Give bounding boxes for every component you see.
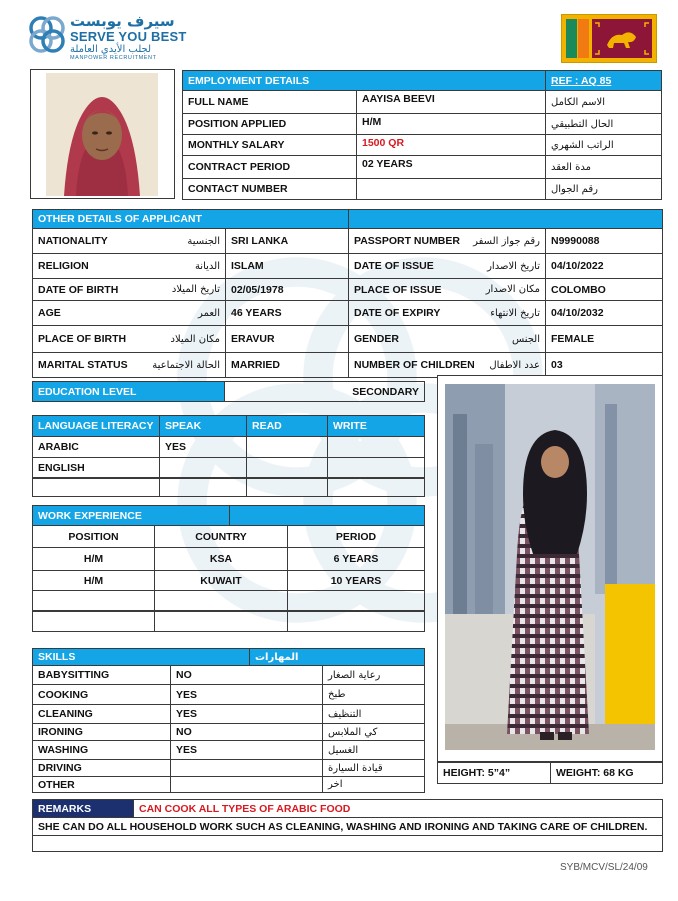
applicant-field-value-text: 04/10/2022 bbox=[551, 260, 604, 272]
document-reference-code: SYB/MCV/SL/24/09 bbox=[560, 862, 648, 873]
remarks-blank-line bbox=[32, 835, 663, 852]
skill-label-text: OTHER bbox=[38, 778, 75, 791]
skill-label bbox=[32, 740, 171, 760]
work-cell-text: KUWAIT bbox=[200, 574, 242, 587]
passport-photo bbox=[46, 73, 158, 196]
applicant-field-value bbox=[545, 278, 663, 301]
applicant-field-label bbox=[32, 300, 226, 326]
field-label-arabic: العمر bbox=[198, 307, 220, 319]
language-table-cell bbox=[159, 436, 247, 458]
applicant-field-label bbox=[348, 228, 546, 254]
skill-value-text: NO bbox=[176, 726, 192, 738]
employment-label-arabic-text: الاسم الكامل bbox=[551, 96, 606, 108]
skill-label-text: BABYSITTING bbox=[38, 669, 110, 681]
language-table-header bbox=[159, 415, 247, 437]
applicant-field-value-text: 02/05/1978 bbox=[231, 283, 284, 296]
applicant-field-value bbox=[225, 352, 349, 378]
skill-label-arabic-text: التنظيف bbox=[328, 708, 362, 720]
employment-details-header: EMPLOYMENT DETAILS bbox=[182, 70, 546, 91]
language-table-cell bbox=[32, 457, 160, 479]
employment-label-text: MONTHLY SALARY bbox=[188, 139, 285, 151]
employment-value bbox=[356, 113, 546, 135]
language-table-cell bbox=[327, 436, 425, 458]
language-table-cell bbox=[246, 436, 328, 458]
language-table-cell-text: ENGLISH bbox=[38, 462, 85, 474]
employment-label bbox=[182, 178, 357, 200]
applicant-field-value-text: FEMALE bbox=[551, 333, 595, 345]
skill-value bbox=[170, 776, 323, 793]
applicant-field-value bbox=[545, 228, 663, 254]
skills-header-arabic: المهارات bbox=[249, 648, 425, 666]
field-label-text: DATE OF BIRTH bbox=[38, 283, 119, 296]
work-cell bbox=[287, 570, 425, 591]
skill-label-arabic bbox=[322, 684, 425, 705]
skill-value-text: NO bbox=[176, 669, 192, 681]
remarks-text: SHE CAN DO ALL HOUSEHOLD WORK SUCH AS CLEANING, WASHING AND IRONING AND TAKING CARE OF CHILDREN. bbox=[32, 817, 663, 836]
employment-label-text: POSITION APPLIED bbox=[188, 118, 287, 130]
employment-value bbox=[356, 134, 546, 156]
employment-value bbox=[356, 178, 546, 200]
field-label-text: NUMBER OF CHILDREN bbox=[354, 359, 475, 371]
field-label-text: PASSPORT NUMBER bbox=[354, 235, 460, 247]
applicant-field-label bbox=[32, 352, 226, 378]
full-body-photo bbox=[445, 384, 655, 750]
applicant-field-label bbox=[348, 253, 546, 279]
language-table-header bbox=[246, 415, 328, 437]
work-cell bbox=[154, 547, 288, 571]
field-label-arabic: رقم جواز السفر bbox=[473, 235, 540, 247]
skill-value bbox=[170, 704, 323, 724]
field-label-arabic: عدد الاطفال bbox=[489, 359, 540, 371]
skill-label bbox=[32, 776, 171, 793]
applicant-field-value-text: 04/10/2032 bbox=[551, 307, 604, 319]
applicant-field-value-text: N9990088 bbox=[551, 235, 600, 247]
language-table-cell bbox=[32, 477, 160, 497]
employment-label-arabic-text: الحال التطبيقي bbox=[551, 118, 614, 130]
logo-tagline: MANPOWER RECRUITMENT bbox=[70, 55, 157, 61]
reference-label: REF : AQ 85 bbox=[545, 70, 662, 91]
employment-label bbox=[182, 113, 357, 135]
applicant-field-value-text: 03 bbox=[551, 359, 563, 371]
language-table-cell bbox=[327, 457, 425, 479]
employment-label-arabic-text: الراتب الشهري bbox=[551, 139, 614, 151]
field-label-text: DATE OF EXPIRY bbox=[354, 307, 441, 319]
skill-label-arabic-text: قيادة السيارة bbox=[328, 762, 383, 774]
work-cell bbox=[32, 570, 155, 591]
flag-icon bbox=[562, 15, 656, 62]
work-cell-text: KSA bbox=[209, 553, 233, 565]
work-column-header-text: COUNTRY bbox=[195, 530, 247, 543]
applicant-field-value bbox=[545, 253, 663, 279]
employment-label-arabic bbox=[545, 134, 662, 156]
weight-value: WEIGHT: 68 KG bbox=[550, 762, 663, 784]
field-label-arabic: الجنسية bbox=[187, 235, 220, 247]
field-label-arabic: مكان الميلاد bbox=[170, 333, 220, 345]
field-label-text: RELIGION bbox=[38, 260, 89, 272]
language-table-cell bbox=[159, 457, 247, 479]
applicant-field-label bbox=[348, 278, 546, 301]
skill-label-text: COOKING bbox=[38, 688, 89, 701]
language-table-cell bbox=[159, 477, 247, 497]
applicant-field-label bbox=[32, 253, 226, 279]
passport-photo-frame bbox=[30, 69, 175, 199]
work-cell bbox=[287, 547, 425, 571]
applicant-field-value bbox=[225, 300, 349, 326]
field-label-arabic: الجنس bbox=[511, 333, 540, 345]
employment-label bbox=[182, 134, 357, 156]
skill-label-arabic-text: الغسيل bbox=[328, 744, 359, 756]
work-column-header bbox=[287, 525, 425, 548]
skill-label-arabic bbox=[322, 723, 425, 741]
other-details-header: OTHER DETAILS OF APPLICANT bbox=[32, 209, 349, 229]
employment-value-text: H/M bbox=[362, 116, 382, 128]
field-label-arabic: تاريخ الانتهاء bbox=[490, 307, 540, 319]
language-table-cell bbox=[246, 457, 328, 479]
field-label-arabic: الديانة bbox=[194, 260, 220, 272]
skill-label bbox=[32, 704, 171, 724]
skill-value bbox=[170, 740, 323, 760]
education-level-value: SECONDARY bbox=[224, 381, 425, 402]
applicant-field-value bbox=[225, 325, 349, 353]
remarks-label: REMARKS bbox=[32, 799, 134, 818]
full-body-photo-frame bbox=[437, 375, 663, 762]
language-table-cell bbox=[246, 477, 328, 497]
skill-label-arabic bbox=[322, 665, 425, 685]
applicant-field-value bbox=[545, 300, 663, 326]
applicant-field-value-text: SRI LANKA bbox=[231, 235, 289, 247]
field-label-arabic: مكان الاصدار bbox=[485, 284, 540, 295]
skill-label bbox=[32, 723, 171, 741]
work-experience-header-blank bbox=[229, 505, 425, 526]
work-cell bbox=[287, 611, 425, 632]
company-logo-icon bbox=[26, 13, 68, 57]
skill-label-text: IRONING bbox=[38, 726, 83, 738]
employment-value-text: 02 YEARS bbox=[362, 158, 413, 170]
skill-label-arabic-text: طبخ bbox=[328, 689, 346, 700]
field-label-arabic: تاريخ الاصدار bbox=[487, 260, 540, 272]
work-cell bbox=[154, 570, 288, 591]
employment-value-text: 1500 QR bbox=[362, 137, 405, 149]
work-column-header-text: PERIOD bbox=[335, 530, 377, 543]
logo-arabic-tagline: لجلب الأيدي العاملة bbox=[70, 44, 152, 55]
logo-english-name: SERVE YOU BEST bbox=[70, 29, 187, 44]
skill-value bbox=[170, 759, 323, 777]
company-logo-text bbox=[70, 12, 186, 61]
work-cell-text: H/M bbox=[83, 574, 104, 587]
language-table-header-text: LANGUAGE LITERACY bbox=[38, 420, 154, 432]
language-table-cell-text: YES bbox=[165, 441, 187, 453]
skill-label bbox=[32, 665, 171, 685]
skill-label-text: CLEANING bbox=[38, 708, 93, 720]
applicant-field-value-text: 46 YEARS bbox=[231, 307, 282, 319]
applicant-field-value bbox=[545, 325, 663, 353]
applicant-field-label bbox=[348, 300, 546, 326]
skill-value-text: YES bbox=[176, 708, 198, 720]
applicant-field-value-text: ISLAM bbox=[231, 260, 264, 272]
employment-value bbox=[356, 155, 546, 179]
skill-label-text: WASHING bbox=[38, 744, 89, 756]
employment-label-arabic bbox=[545, 178, 662, 200]
work-cell bbox=[154, 590, 288, 611]
work-column-header bbox=[32, 525, 155, 548]
skill-label-arabic bbox=[322, 740, 425, 760]
field-label-arabic: الحالة الاجتماعية bbox=[152, 359, 220, 371]
language-table-header-text: WRITE bbox=[333, 420, 367, 432]
skill-label-arabic bbox=[322, 759, 425, 777]
skill-value bbox=[170, 684, 323, 705]
employment-label-arabic-text: رقم الجوال bbox=[551, 183, 598, 195]
employment-value bbox=[356, 90, 546, 114]
employment-label bbox=[182, 155, 357, 179]
skill-label-arabic bbox=[322, 704, 425, 724]
language-table-cell bbox=[32, 436, 160, 458]
field-label-text: PLACE OF ISSUE bbox=[354, 283, 442, 296]
applicant-field-label bbox=[32, 278, 226, 301]
employment-label bbox=[182, 90, 357, 114]
language-table-header-text: READ bbox=[252, 420, 282, 432]
employment-label-text: CONTACT NUMBER bbox=[188, 183, 288, 195]
language-table-header bbox=[327, 415, 425, 437]
employment-value-text: AAYISA BEEVI bbox=[362, 93, 435, 105]
sri-lanka-flag bbox=[561, 14, 657, 63]
applicant-field-label bbox=[348, 325, 546, 353]
work-cell-text: 6 YEARS bbox=[333, 553, 379, 565]
field-label-text: GENDER bbox=[354, 333, 399, 345]
applicant-field-value bbox=[225, 253, 349, 279]
language-table-cell bbox=[327, 477, 425, 497]
skill-label-arabic bbox=[322, 776, 425, 793]
work-cell bbox=[32, 611, 155, 632]
employment-label-text: CONTRACT PERIOD bbox=[188, 161, 291, 173]
applicant-field-value bbox=[225, 228, 349, 254]
remarks-highlight: CAN COOK ALL TYPES OF ARABIC FOOD bbox=[133, 799, 663, 818]
education-level-label: EDUCATION LEVEL bbox=[32, 381, 225, 402]
field-label-text: PLACE OF BIRTH bbox=[38, 333, 127, 345]
work-cell bbox=[154, 611, 288, 632]
skill-label-arabic-text: كي الملابس bbox=[328, 726, 378, 738]
employment-label-arabic bbox=[545, 155, 662, 179]
skill-label-arabic-text: رعاية الصغار bbox=[328, 669, 381, 681]
applicant-field-value-text: ERAVUR bbox=[231, 333, 275, 345]
applicant-field-label bbox=[32, 228, 226, 254]
skill-label bbox=[32, 759, 171, 777]
work-cell-text: 10 YEARS bbox=[330, 574, 382, 587]
field-label-arabic: تاريخ الميلاد bbox=[171, 284, 220, 295]
work-cell bbox=[32, 547, 155, 571]
skill-label bbox=[32, 684, 171, 705]
field-label-text: NATIONALITY bbox=[38, 235, 108, 247]
applicant-field-value bbox=[225, 278, 349, 301]
work-cell-text: H/M bbox=[83, 553, 104, 565]
work-experience-header: WORK EXPERIENCE bbox=[32, 505, 230, 526]
language-table-header bbox=[32, 415, 160, 437]
applicant-field-label bbox=[32, 325, 226, 353]
skill-label-arabic-text: اخر bbox=[328, 779, 343, 790]
work-column-header-text: POSITION bbox=[68, 530, 119, 543]
other-details-header-blank bbox=[348, 209, 663, 229]
height-value: HEIGHT: 5”4” bbox=[437, 762, 551, 784]
skill-value-text: YES bbox=[176, 688, 198, 701]
work-column-header bbox=[154, 525, 288, 548]
applicant-field-value-text: COLOMBO bbox=[551, 283, 606, 296]
skill-value bbox=[170, 723, 323, 741]
employment-label-arabic-text: مدة العقد bbox=[551, 161, 591, 173]
field-label-text: AGE bbox=[38, 307, 61, 319]
employment-label-text: FULL NAME bbox=[188, 96, 249, 108]
employment-label-arabic bbox=[545, 90, 662, 114]
skill-value bbox=[170, 665, 323, 685]
skill-value-text: YES bbox=[176, 744, 198, 756]
employment-label-arabic bbox=[545, 113, 662, 135]
language-table-header-text: SPEAK bbox=[165, 420, 202, 432]
language-table-cell-text: ARABIC bbox=[38, 441, 79, 453]
applicant-field-value-text: MARRIED bbox=[231, 359, 280, 371]
skill-label-text: DRIVING bbox=[38, 762, 82, 774]
field-label-text: MARITAL STATUS bbox=[38, 359, 128, 371]
logo-arabic-name: سيرف يوبست bbox=[70, 12, 175, 30]
field-label-text: DATE OF ISSUE bbox=[354, 260, 434, 272]
work-cell bbox=[32, 590, 155, 611]
work-cell bbox=[287, 590, 425, 611]
skills-header: SKILLS bbox=[32, 648, 250, 666]
